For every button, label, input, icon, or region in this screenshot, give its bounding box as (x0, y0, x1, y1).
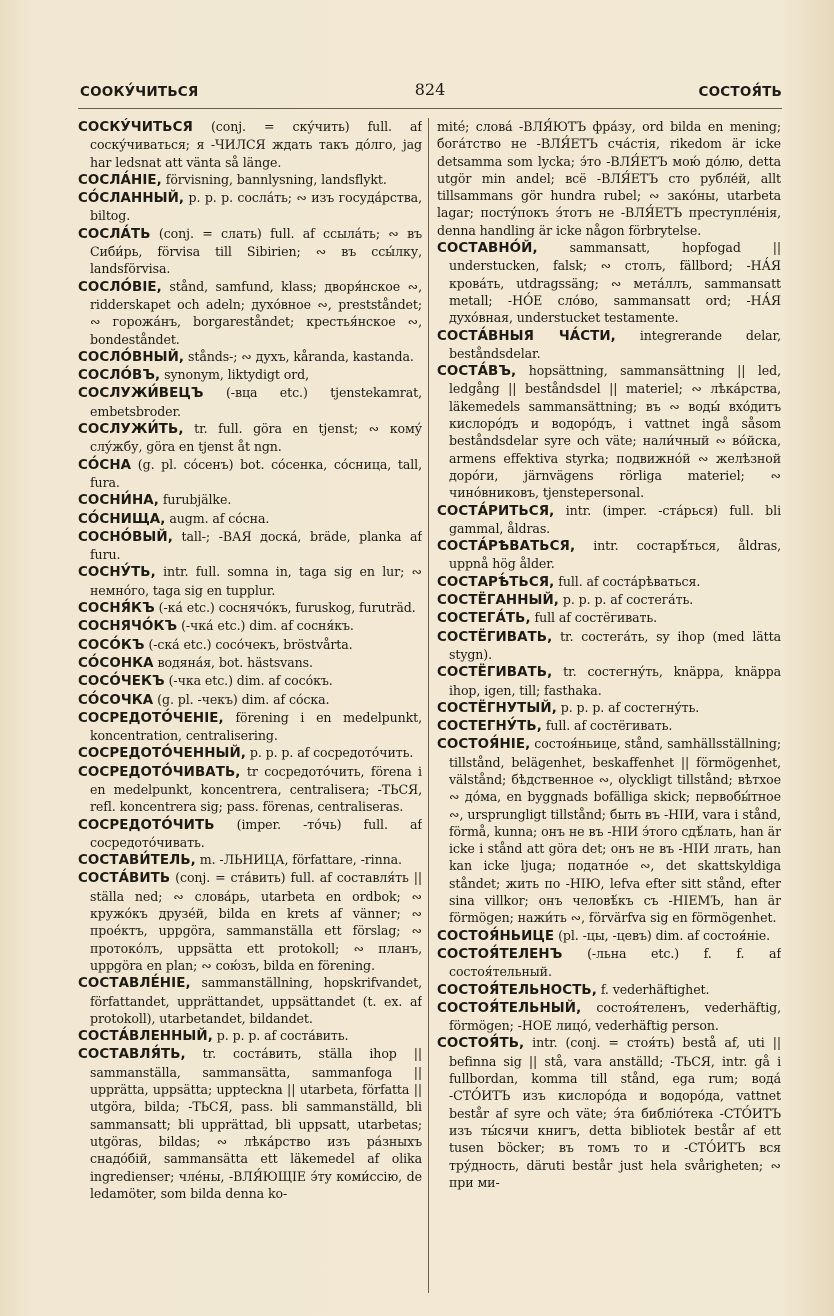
entry-definition: intr. (conj. = стоя́ть) bestå af, uti || befinna sig || stå, vara anställd; -ТЬСЯ, intr. gå i fullbordan, komma till stånd, ega rum; вода́ -СТО́ИТЪ изъ кислоро́да и водоро́да, vattnet består af syre och väte; э́та библіо́тека -СТО́ИТЪ изъ ты́сячи книгъ, detta bibliotek består af ett tusen böcker; въ томъ то и -СТО́ИТЪ вся тру́дность, däruti består just hela svårigheten; ∾ при ми- (449, 1035, 781, 1190)
dictionary-entry (437, 717, 781, 735)
dictionary-entry (437, 927, 781, 945)
dictionary-entry (437, 573, 781, 591)
entry-headword: СОСРЕДОТО́ЧЕННЫЙ, (78, 746, 246, 762)
entry-definition: p. p. p. af сосредото́чить. (245, 745, 414, 761)
entry-headword: СОСТЕГНУ́ТЬ, (437, 719, 542, 735)
dictionary-entry (437, 945, 781, 981)
entry-headword: СОСЛО́ВІЕ, (78, 279, 162, 295)
entry-definition: furubjälke. (158, 492, 232, 508)
entry-headword: СОСТА́РИТЬСЯ, (437, 503, 555, 519)
entry-definition: (-ка́ etc.) соснячо́къ, furuskog, furuträd. (154, 600, 416, 616)
entry-definition: (conj. = слать) full. af ссыла́ть; ∾ въ Сиби́рь, förvisa till Sibirien; ∾ въ ссы́лку, landsförvisa. (90, 225, 422, 277)
entry-headword: СОСТАВИ́ТЕЛЬ, (78, 853, 196, 869)
entry-headword: СО́СНИЩА, (78, 511, 166, 527)
entry-definition: (-чка́ etc.) dim. af сосня́къ. (177, 618, 354, 634)
dictionary-entry (78, 510, 422, 528)
entry-definition: tall-; -ВАЯ доска́, bräde, planka af furu. (90, 528, 422, 563)
dictionary-entry (437, 537, 781, 573)
entry-definition: förening i en medelpunkt, koncentration, centralisering. (90, 709, 422, 744)
entry-headword: СО́СОЧКА (78, 692, 154, 708)
entry-headword: СОСНО́ВЫЙ, (78, 529, 173, 545)
dictionary-entry (78, 491, 422, 509)
entry-headword: СОСНЯ́КЪ (78, 601, 155, 617)
entry-headword: СОСЛУЖИ́ВЕЦЪ (78, 386, 204, 402)
dictionary-entry (437, 735, 781, 926)
entry-definition: integrerande delar, beståndsdelar. (449, 327, 781, 361)
dictionary-entry (78, 528, 422, 564)
entry-definition: tr. состега́ть, sy ihop (med lätta stygn). (449, 628, 781, 662)
dictionary-entry (78, 278, 422, 348)
entry-headword: СОСТАВНО́Й, (437, 241, 538, 257)
dictionary-entry (78, 672, 422, 690)
entry-headword: СОСТАВЛЯ́ТЬ, (78, 1047, 186, 1063)
entry-headword: СОСТЁГНУТЫЙ, (437, 700, 557, 716)
dictionary-entry (78, 617, 422, 635)
entry-headword: СОСЛО́ВЪ, (78, 368, 161, 384)
entry-headword: СО́СОНКА (78, 655, 154, 671)
entry-definition: (-чка etc.) dim. af сосо́къ. (164, 673, 333, 689)
entry-headword: СОСО́КЪ (78, 637, 145, 653)
entry-headword: СОСЛУЖИ́ТЬ, (78, 422, 184, 438)
entry-headword: СОСТОЯ́НІЕ, (437, 737, 531, 753)
header-left-guideword: СООКУ́ЧИТЬСЯ (80, 84, 199, 100)
entry-headword: СО́СЛАННЫЙ, (78, 191, 185, 207)
entry-headword: СОСЛА́НІЕ, (78, 172, 162, 188)
entry-definition: водяна́я, bot. hästsvans. (153, 654, 313, 670)
entry-headword: СОСНУ́ТЬ, (78, 565, 156, 581)
dictionary-entry (78, 974, 422, 1027)
entry-definition: состоя́ньице, stånd, samhällsställning; tillstånd, belägenhet, beskaffenhet || förmögenhet, välstånd; бѣдственное ∾, olyckligt tillstånd; вѣтхое ∾ до́ма, en byggnads bofälliga skick; первобы́тное ∾, ursprungligt tillstånd; быть въ -НІИ, vara i stånd, förmå, kunna; онъ не въ -НІИ э́того сдѣ́лать, han är icke i stånd att göra det; онъ не въ -НІИ лгать, han kan icke ljuga; податно́е ∾, det skattskyldiga ståndet; жить по -НІЮ, lefva efter sitt stånd, efter sina villkor; онъ человѣ́къ съ -НІЕМЪ, han är förmögen; нажи́ть ∾, förvärfva sig en förmögenhet. (449, 736, 781, 926)
entry-headword: СОСРЕДОТО́ЧИВАТЬ, (78, 764, 241, 780)
entry-headword: СОСТОЯ́ТЕЛЬНЫЙ, (437, 1000, 582, 1016)
entry-definition: tr сосредото́чить, förena i en medelpunkt, koncentrera, centralisera; -ТЬСЯ, refl. koncentrera sig; pass. förenas, centraliseras. (90, 763, 422, 815)
entry-definition: full. af состёгивать. (541, 718, 673, 734)
entry-headword: СОСНИ́НА, (78, 493, 159, 509)
entry-headword: СОСТЁГИВАТЬ, (437, 665, 553, 681)
entry-headword: СОСТЕГА́ТЬ, (437, 611, 531, 627)
entry-headword: СОСТЁГИВАТЬ, (437, 629, 553, 645)
dictionary-entry (78, 348, 422, 366)
dictionary-entry (78, 189, 422, 225)
entry-definition: (conj. = ску́чить) full. af соску́чиваться; я -ЧИЛСЯ ждать такъ до́лго, jag har ledsnat att vänta så länge. (90, 119, 422, 170)
dictionary-entry (437, 663, 781, 699)
entry-headword: СОСЛА́ТЬ (78, 226, 151, 242)
entry-headword: СОСТОЯ́ТЬ, (437, 1036, 525, 1052)
entry-definition: intr. (imper. -ста́рься) full. bli gammal, åldras. (449, 502, 781, 536)
entry-definition: (pl. -цы, -цевъ) dim. af состоя́ніе. (554, 927, 771, 943)
dictionary-entry (78, 599, 422, 617)
entry-definition: p. p. p. af состегну́ть. (556, 699, 700, 715)
entry-headword: СОСКУ́ЧИТЬСЯ (78, 120, 193, 135)
dictionary-entry (437, 1034, 781, 1191)
header-rule (78, 108, 782, 109)
dictionary-entry (78, 563, 422, 599)
entry-definition: (imper. -то́чь) full. af сосредото́чивать. (90, 816, 422, 850)
entry-definition: p. p. p. af состега́ть. (559, 592, 694, 608)
entry-headword: СОСТАВЛЕ́НІЕ, (78, 976, 191, 992)
entry-definition: tr. соста́вить, ställa ihop || sammanställa, sammansätta, sammanfoga || upprätta, uppsätta; uppteckna || utarbeta, författa || utgöra, bilda; -ТЬСЯ, pass. bli sammanställd, bli sammansatt; bli upprättad, bli uppsatt, utarbetas; utgöras, bildas; ∾ лѣка́рство изъ ра́зныхъ снадо́бій, sammansätta ett läkemedel af olika ingredienser; чле́ны, -ВЛЯ́ЮЩІЕ э́ту коми́ссію, de ledamöter, som bilda denna ko- (90, 1046, 422, 1201)
dictionary-entry (78, 763, 422, 816)
right-column (437, 118, 781, 1308)
entry-headword: СОСНЯЧО́КЪ (78, 619, 178, 635)
entry-headword: СОСО́ЧЕКЪ (78, 674, 165, 690)
entry-definition: augm. af со́сна. (165, 510, 270, 526)
dictionary-entry (78, 1027, 422, 1045)
dictionary-entry (78, 816, 422, 852)
entry-definition: hopsättning, sammansättning || led, ledgång || beståndsdel || materiel; ∾ лѣка́рства, läkemedels sammansättning; въ ∾ воды́ вхо́дитъ кислоро́дъ и водоро́дъ, i vattnet ingå såsom beståndsdelar syre och väte; нали́чный ∾ во́йска, armens effektiva styrka; подвижно́й ∾ желѣзной доро́ги, järnvägens rörliga materiel; ∾ чино́вниковъ, tjenstepersonal. (449, 363, 781, 501)
dictionary-entry (437, 999, 781, 1035)
entry-definition: synonym, liktydigt ord, (160, 367, 310, 383)
entry-definition: m. -ЛЬНИЦА, författare, -rinna. (195, 852, 402, 868)
entry-definition: (g. pl. -чекъ) dim. af со́ска. (153, 691, 330, 707)
entry-definition: full af состёгивать. (530, 610, 658, 626)
dictionary-entry (437, 699, 781, 717)
dictionary-entry (437, 327, 781, 363)
entry-definition: p. p. p. сосла́ть; ∾ изъ госуда́рства, biltog. (90, 190, 422, 224)
entry-headword: СОСРЕДОТО́ЧИТЬ (78, 817, 215, 833)
dictionary-entry (78, 709, 422, 745)
entry-headword: СОСЛО́ВНЫЙ, (78, 349, 185, 365)
entry-headword: СОСТОЯ́ТЕЛЕНЪ (437, 946, 563, 962)
entry-headword: СО́СНА (78, 457, 132, 473)
entry-definition: (-вца etc.) tjenstekamrat, embetsbroder. (90, 385, 422, 419)
entry-headword: СОСРЕДОТО́ЧЕНІЕ, (78, 710, 224, 726)
entry-definition: f. vederhäftighet. (596, 981, 710, 997)
entry-definition: tr. full. göra en tjenst; ∾ кому́ слу́жбу, göra en tjenst åt ngn. (90, 421, 422, 455)
entry-headword: СОСТЁГАННЫЙ, (437, 593, 559, 609)
page-number: 824 (414, 80, 446, 99)
entry-definition: full. af соста́рѣваться. (554, 573, 701, 589)
entry-definition: (-ска́ etc.) сосо́чекъ, bröstvårta. (144, 636, 353, 652)
entry-headword: СОСТОЯ́НЬИЦЕ (437, 928, 555, 944)
header-right-guideword: СОСТОЯ́ТЬ (698, 84, 782, 100)
dictionary-entry (437, 502, 781, 538)
dictionary-entry (78, 636, 422, 654)
entry-definition: stånds-; ∾ духъ, kåranda, kastanda. (184, 348, 414, 364)
dictionary-entry (78, 851, 422, 869)
entry-definition: (-льна etc.) f. f. af состоя́тельный. (449, 945, 781, 980)
dictionary-entry (78, 1045, 422, 1202)
dictionary-entry (437, 239, 781, 326)
entry-headword: СОСТА́РѢВАТЬСЯ, (437, 539, 576, 555)
entry-headword: СОСТАРѢ́ТЬСЯ, (437, 574, 555, 590)
dictionary-entry (78, 118, 422, 171)
dictionary-entry (437, 628, 781, 664)
entry-headword: СОСТА́ВЛЕННЫЙ, (78, 1029, 213, 1045)
column-divider (428, 118, 429, 1293)
entry-definition: mité; слова́ -ВЛЯ́ЮТЪ фра́зу, ord bilda en mening; бога́тство не -ВЛЯ́ЕТЪ сча́стія, rikedom är icke detsamma som lycka; э́то -ВЛЯ́ЕТЪ мою́ до́лю, detta utgör min andel; всё -ВЛЯ́ЕТЪ сто рубле́й, allt tillsammans gör hundra rubel; ∾ зако́ны, utarbeta lagar; посту́покъ э́тотъ не -ВЛЯ́ЕТЪ преступле́нія, denna handling är icke någon förbrytelse. (437, 119, 781, 238)
entry-definition: stånd, samfund, klass; дворя́нское ∾, ridderskapet och adeln; духо́вное ∾, prestståndet; ∾ горожа́нъ, borgareståndet; крестья́нское ∾, bondeståndet. (90, 278, 422, 347)
dictionary-entry (437, 118, 781, 239)
entry-definition: förvisning, bannlysning, landsflykt. (161, 171, 387, 187)
entry-definition: intr. full. somna in, taga sig en lur; ∾ немно́го, taga sig en tupplur. (90, 564, 422, 598)
dictionary-entry (78, 171, 422, 189)
dictionary-entry (78, 420, 422, 456)
dictionary-entry (437, 591, 781, 609)
entry-headword: СОСТА́ВЪ, (437, 364, 517, 380)
page-header (78, 80, 782, 106)
dictionary-entry (437, 981, 781, 999)
entry-definition: sammanställning, hopskrifvandet, författandet, upprättandet, uppsättandet (t. ex. af protokoll), utarbetandet, bildandet. (90, 975, 422, 1026)
dictionary-entry (437, 609, 781, 627)
entry-definition: (g. pl. со́сенъ) bot. со́сенка, со́сница, tall, fura. (90, 456, 422, 490)
entry-definition: состоя́теленъ, vederhäftig, förmögen; -НОЕ лицо́, vederhäftig person. (449, 999, 781, 1034)
dictionary-entry (78, 691, 422, 709)
dictionary-entry (78, 869, 422, 974)
dictionary-entry (78, 366, 422, 384)
dictionary-entry (78, 225, 422, 278)
entry-definition: (conj. = ста́вить) full. af составля́ть || ställa ned; ∾ слова́рь, utarbeta en ordbok; ∾ кружо́къ друзе́й, bilda en krets af vänner; ∾ прое́ктъ, uppgöra, sammanställa ett förslag; ∾ протоко́лъ, uppsätta ett protokoll; ∾ планъ, uppgöra en plan; ∾ сою́зъ, bilda en förening. (90, 870, 422, 973)
dictionary-entry (78, 384, 422, 420)
entry-definition: p. p. p. af соста́вить. (212, 1028, 349, 1044)
dictionary-entry (78, 654, 422, 672)
dictionary-entry (437, 362, 781, 501)
entry-headword: СОСТА́ВИТЬ (78, 871, 171, 887)
entry-definition: tr. состегну́ть, knäppa, knäppa ihop, igen, till; fasthaka. (449, 664, 781, 698)
entry-headword: СОСТОЯ́ТЕЛЬНОСТЬ, (437, 982, 597, 998)
entry-definition: intr. состарѣ́ться, åldras, uppnå hög ålder. (449, 538, 781, 572)
dictionary-entry (78, 456, 422, 492)
left-column (78, 118, 422, 1308)
entry-definition: sammansatt, hopfogad || understucken, falsk; ∾ столъ, fällbord; -НА́Я крова́ть, utdragssäng; ∾ мета́ллъ, sammansatt metall; -НО́Е сло́во, sammansatt ord; -НА́Я духо́вная, understucket testamente. (449, 240, 781, 326)
dictionary-entry (78, 744, 422, 762)
entry-headword: СОСТА́ВНЫЯ ЧА́СТИ, (437, 328, 616, 344)
